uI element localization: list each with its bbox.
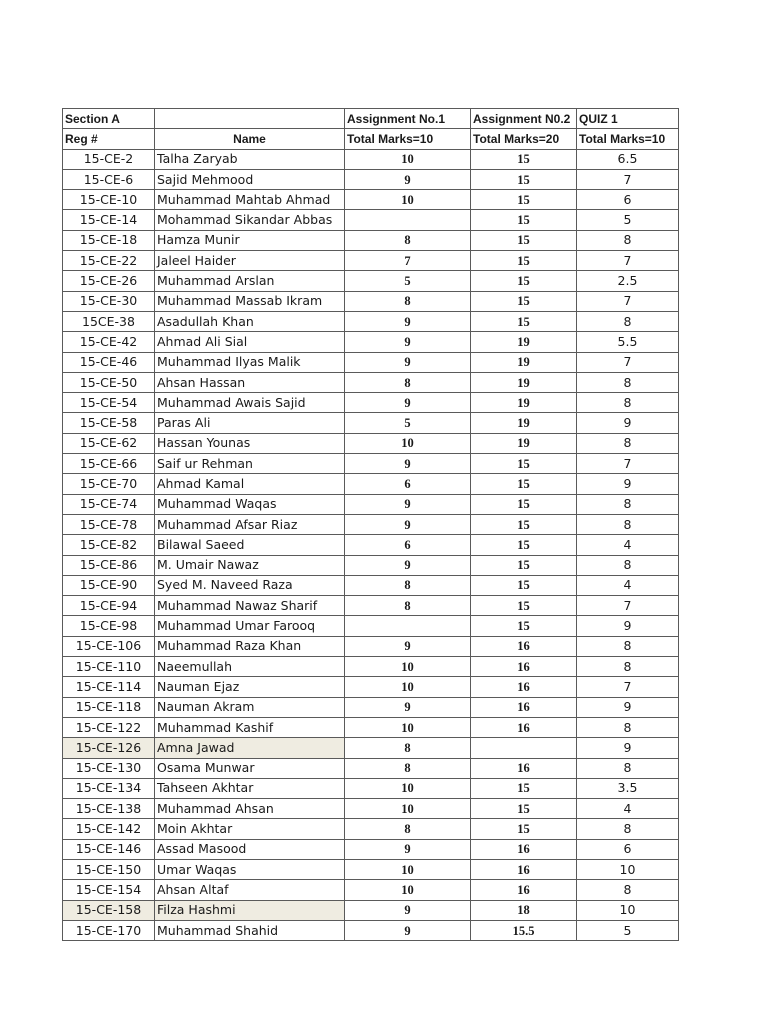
assignment-1-cell[interactable]: 9: [345, 920, 471, 940]
marks-table-body: [63, 109, 679, 941]
assignment-1-cell[interactable]: 10: [345, 778, 471, 798]
reg-cell[interactable]: 15-CE-42: [63, 332, 155, 352]
name-cell[interactable]: Muhammad Umar Farooq: [155, 616, 345, 636]
assignment-1-cell[interactable]: 9: [345, 636, 471, 656]
reg-cell[interactable]: 15-CE-46: [63, 352, 155, 372]
quiz-1-cell[interactable]: 6.5: [577, 149, 679, 169]
table-row: [63, 372, 679, 392]
reg-cell[interactable]: 15-CE-122: [63, 717, 155, 737]
quiz-1-cell[interactable]: 5: [577, 210, 679, 230]
assignment-1-cell[interactable]: 5: [345, 413, 471, 433]
name-cell[interactable]: Muhammad Ilyas Malik: [155, 352, 345, 372]
name-cell[interactable]: Paras Ali: [155, 413, 345, 433]
assignment-1-cell[interactable]: 9: [345, 169, 471, 189]
assignment-2-cell[interactable]: 15: [471, 311, 577, 331]
header-row-2: [63, 129, 679, 149]
assignment-2-cell[interactable]: 15: [471, 799, 577, 819]
table-row: [63, 393, 679, 413]
table-row: [63, 596, 679, 616]
table-row: [63, 149, 679, 169]
reg-cell[interactable]: 15-CE-114: [63, 677, 155, 697]
assignment-2-cell[interactable]: 16: [471, 697, 577, 717]
table-row: [63, 169, 679, 189]
quiz-1-cell[interactable]: 7: [577, 596, 679, 616]
reg-cell[interactable]: 15-CE-94: [63, 596, 155, 616]
assignment-2-cell[interactable]: 16: [471, 636, 577, 656]
table-row: [63, 514, 679, 534]
table-row: [63, 657, 679, 677]
quiz-1-cell[interactable]: 5: [577, 920, 679, 940]
assignment-2-cell[interactable]: 16: [471, 717, 577, 737]
name-cell[interactable]: Naeemullah: [155, 657, 345, 677]
table-row: [63, 271, 679, 291]
name-cell[interactable]: Saif ur Rehman: [155, 454, 345, 474]
table-row: [63, 677, 679, 697]
section-label[interactable]: Section A: [63, 109, 155, 129]
assignment-1-cell[interactable]: 8: [345, 596, 471, 616]
assignment-1-cell[interactable]: 6: [345, 535, 471, 555]
name-cell[interactable]: Jaleel Haider: [155, 251, 345, 271]
quiz-1-cell[interactable]: 8: [577, 514, 679, 534]
assignment-1-cell[interactable]: 10: [345, 677, 471, 697]
name-cell[interactable]: Nauman Ejaz: [155, 677, 345, 697]
table-row: [63, 291, 679, 311]
assignment-2-cell[interactable]: 15.5: [471, 920, 577, 940]
assignment-2-cell[interactable]: 15: [471, 271, 577, 291]
assignment-1-cell[interactable]: 10: [345, 433, 471, 453]
assignment-2-cell[interactable]: 15: [471, 596, 577, 616]
table-row: [63, 616, 679, 636]
table-row: [63, 636, 679, 656]
header-row-1: [63, 109, 679, 129]
quiz-1-cell[interactable]: 2.5: [577, 271, 679, 291]
name-cell[interactable]: Asadullah Khan: [155, 311, 345, 331]
name-cell[interactable]: Syed M. Naveed Raza: [155, 575, 345, 595]
reg-cell[interactable]: 15-CE-98: [63, 616, 155, 636]
reg-cell[interactable]: 15-CE-126: [63, 738, 155, 758]
quiz-1-cell[interactable]: 4: [577, 535, 679, 555]
name-cell[interactable]: Amna Jawad: [155, 738, 345, 758]
quiz-1-cell[interactable]: 8: [577, 636, 679, 656]
table-row: [63, 758, 679, 778]
table-row: [63, 474, 679, 494]
assignment-1-cell[interactable]: 9: [345, 494, 471, 514]
assignment-1-cell[interactable]: 10: [345, 149, 471, 169]
reg-cell[interactable]: 15-CE-70: [63, 474, 155, 494]
assignment-2-cell[interactable]: 15: [471, 169, 577, 189]
reg-cell[interactable]: 15-CE-130: [63, 758, 155, 778]
quiz-1-cell[interactable]: 7: [577, 677, 679, 697]
name-cell[interactable]: Muhammad Arslan: [155, 271, 345, 291]
name-cell[interactable]: Mohammad Sikandar Abbas: [155, 210, 345, 230]
quiz-1-cell[interactable]: 9: [577, 474, 679, 494]
assignment-2-cell[interactable]: 19: [471, 393, 577, 413]
assignment-1-cell[interactable]: 9: [345, 352, 471, 372]
table-row: [63, 900, 679, 920]
reg-cell[interactable]: 15-CE-138: [63, 799, 155, 819]
name-cell[interactable]: Moin Akhtar: [155, 819, 345, 839]
table-row: [63, 555, 679, 575]
assignment-2-cell[interactable]: 16: [471, 677, 577, 697]
table-row: [63, 839, 679, 859]
assignment-2-cell[interactable]: 16: [471, 758, 577, 778]
assignment-1-cell[interactable]: 8: [345, 575, 471, 595]
quiz-1-cell[interactable]: 7: [577, 169, 679, 189]
quiz-1-cell[interactable]: 8: [577, 758, 679, 778]
name-cell[interactable]: Muhammad Shahid: [155, 920, 345, 940]
name-cell[interactable]: Muhammad Afsar Riaz: [155, 514, 345, 534]
table-row: [63, 332, 679, 352]
assignment-2-cell[interactable]: 19: [471, 433, 577, 453]
reg-cell[interactable]: 15-CE-158: [63, 900, 155, 920]
name-cell[interactable]: Tahseen Akhtar: [155, 778, 345, 798]
assignment-2-cell[interactable]: 15: [471, 616, 577, 636]
assignment-2-total-marks[interactable]: Total Marks=20: [471, 129, 577, 149]
name-header[interactable]: Name: [155, 129, 345, 149]
assignment-2-cell[interactable]: 15: [471, 535, 577, 555]
reg-cell[interactable]: 15-CE-134: [63, 778, 155, 798]
name-cell[interactable]: Assad Masood: [155, 839, 345, 859]
assignment-2-cell[interactable]: 15: [471, 474, 577, 494]
assignment-1-cell[interactable]: 9: [345, 454, 471, 474]
reg-cell[interactable]: 15-CE-58: [63, 413, 155, 433]
quiz-1-cell[interactable]: 8: [577, 372, 679, 392]
assignment-1-cell[interactable]: 9: [345, 332, 471, 352]
reg-cell[interactable]: 15-CE-82: [63, 535, 155, 555]
quiz-1-total-marks[interactable]: Total Marks=10: [577, 129, 679, 149]
table-row: [63, 311, 679, 331]
quiz-1-cell[interactable]: 7: [577, 454, 679, 474]
assignment-1-cell[interactable]: [345, 616, 471, 636]
assignment-2-cell[interactable]: 15: [471, 514, 577, 534]
assignment-2-cell[interactable]: 15: [471, 251, 577, 271]
table-row: [63, 494, 679, 514]
quiz-1-cell[interactable]: 6: [577, 190, 679, 210]
assignment-1-cell[interactable]: 9: [345, 514, 471, 534]
reg-cell[interactable]: 15-CE-26: [63, 271, 155, 291]
assignment-2-cell[interactable]: 19: [471, 413, 577, 433]
table-row: [63, 352, 679, 372]
quiz-1-cell[interactable]: 9: [577, 738, 679, 758]
assignment-2-cell[interactable]: 15: [471, 149, 577, 169]
assignment-1-cell[interactable]: 8: [345, 230, 471, 250]
reg-cell[interactable]: 15-CE-110: [63, 657, 155, 677]
quiz-1-cell[interactable]: 6: [577, 839, 679, 859]
assignment-1-cell[interactable]: 10: [345, 657, 471, 677]
table-row: [63, 210, 679, 230]
assignment-2-header[interactable]: Assignment N0.2: [471, 109, 577, 129]
table-row: [63, 778, 679, 798]
quiz-1-cell[interactable]: 8: [577, 555, 679, 575]
quiz-1-cell[interactable]: 7: [577, 251, 679, 271]
name-cell[interactable]: Osama Munwar: [155, 758, 345, 778]
table-row: [63, 697, 679, 717]
assignment-1-cell[interactable]: 8: [345, 738, 471, 758]
name-cell[interactable]: Nauman Akram: [155, 697, 345, 717]
quiz-1-cell[interactable]: 9: [577, 616, 679, 636]
name-cell[interactable]: Filza Hashmi: [155, 900, 345, 920]
assignment-2-cell[interactable]: 15: [471, 454, 577, 474]
table-row: [63, 535, 679, 555]
table-row: [63, 859, 679, 879]
name-cell[interactable]: Muhammad Mahtab Ahmad: [155, 190, 345, 210]
quiz-1-cell[interactable]: 3.5: [577, 778, 679, 798]
quiz-1-cell[interactable]: 8: [577, 880, 679, 900]
quiz-1-cell[interactable]: 4: [577, 799, 679, 819]
name-cell[interactable]: Muhammad Awais Sajid: [155, 393, 345, 413]
quiz-1-cell[interactable]: 8: [577, 819, 679, 839]
quiz-1-cell[interactable]: 8: [577, 230, 679, 250]
reg-cell[interactable]: 15-CE-86: [63, 555, 155, 575]
reg-cell[interactable]: 15-CE-22: [63, 251, 155, 271]
reg-cell[interactable]: 15-CE-62: [63, 433, 155, 453]
assignment-1-cell[interactable]: 9: [345, 311, 471, 331]
quiz-1-cell[interactable]: 4: [577, 575, 679, 595]
assignment-1-cell[interactable]: 10: [345, 799, 471, 819]
assignment-1-cell[interactable]: 10: [345, 717, 471, 737]
reg-cell[interactable]: 15-CE-30: [63, 291, 155, 311]
quiz-1-cell[interactable]: 10: [577, 900, 679, 920]
reg-cell[interactable]: 15-CE-142: [63, 819, 155, 839]
reg-header[interactable]: Reg #: [63, 129, 155, 149]
assignment-2-cell[interactable]: 18: [471, 900, 577, 920]
quiz-1-cell[interactable]: 10: [577, 859, 679, 879]
name-cell[interactable]: Ahsan Altaf: [155, 880, 345, 900]
name-cell[interactable]: Ahmad Ali Sial: [155, 332, 345, 352]
marks-table: [62, 108, 679, 941]
assignment-1-cell[interactable]: 9: [345, 900, 471, 920]
name-cell[interactable]: Muhammad Ahsan: [155, 799, 345, 819]
assignment-2-cell[interactable]: 15: [471, 778, 577, 798]
assignment-1-cell[interactable]: 5: [345, 271, 471, 291]
assignment-1-cell[interactable]: 9: [345, 393, 471, 413]
assignment-2-cell[interactable]: 15: [471, 494, 577, 514]
assignment-2-cell[interactable]: 15: [471, 555, 577, 575]
table-row: [63, 454, 679, 474]
name-cell[interactable]: M. Umair Nawaz: [155, 555, 345, 575]
quiz-1-cell[interactable]: 8: [577, 717, 679, 737]
reg-cell[interactable]: 15-CE-66: [63, 454, 155, 474]
assignment-1-cell[interactable]: [345, 210, 471, 230]
assignment-1-cell[interactable]: 9: [345, 555, 471, 575]
name-cell[interactable]: Bilawal Saeed: [155, 535, 345, 555]
quiz-1-cell[interactable]: 8: [577, 494, 679, 514]
table-row: [63, 717, 679, 737]
assignment-2-cell[interactable]: 15: [471, 230, 577, 250]
table-row: [63, 880, 679, 900]
assignment-1-cell[interactable]: 7: [345, 251, 471, 271]
assignment-1-cell[interactable]: 8: [345, 291, 471, 311]
table-row: [63, 190, 679, 210]
reg-cell[interactable]: 15-CE-74: [63, 494, 155, 514]
reg-cell[interactable]: 15-CE-118: [63, 697, 155, 717]
table-row: [63, 738, 679, 758]
name-cell[interactable]: Muhammad Kashif: [155, 717, 345, 737]
quiz-1-cell[interactable]: 7: [577, 352, 679, 372]
table-row: [63, 799, 679, 819]
assignment-1-cell[interactable]: 10: [345, 190, 471, 210]
assignment-1-cell[interactable]: 9: [345, 697, 471, 717]
quiz-1-cell[interactable]: 8: [577, 657, 679, 677]
assignment-1-cell[interactable]: 6: [345, 474, 471, 494]
assignment-2-cell[interactable]: 19: [471, 372, 577, 392]
assignment-2-cell[interactable]: 16: [471, 657, 577, 677]
header-blank-cell[interactable]: [155, 109, 345, 129]
table-row: [63, 230, 679, 250]
reg-cell[interactable]: 15-CE-6: [63, 169, 155, 189]
name-cell[interactable]: Hamza Munir: [155, 230, 345, 250]
name-cell[interactable]: Ahmad Kamal: [155, 474, 345, 494]
reg-cell[interactable]: 15-CE-2: [63, 149, 155, 169]
quiz-1-cell[interactable]: 9: [577, 697, 679, 717]
quiz-1-cell[interactable]: 5.5: [577, 332, 679, 352]
name-cell[interactable]: Muhammad Massab Ikram: [155, 291, 345, 311]
reg-cell[interactable]: 15-CE-154: [63, 880, 155, 900]
quiz-1-cell[interactable]: 9: [577, 413, 679, 433]
name-cell[interactable]: Sajid Mehmood: [155, 169, 345, 189]
assignment-1-total-marks[interactable]: Total Marks=10: [345, 129, 471, 149]
assignment-2-cell[interactable]: [471, 738, 577, 758]
reg-cell[interactable]: 15-CE-10: [63, 190, 155, 210]
reg-cell[interactable]: 15-CE-14: [63, 210, 155, 230]
quiz-1-cell[interactable]: 7: [577, 291, 679, 311]
name-cell[interactable]: Hassan Younas: [155, 433, 345, 453]
reg-cell[interactable]: 15-CE-90: [63, 575, 155, 595]
assignment-1-cell[interactable]: 10: [345, 880, 471, 900]
name-cell[interactable]: Muhammad Raza Khan: [155, 636, 345, 656]
reg-cell[interactable]: 15-CE-18: [63, 230, 155, 250]
table-row: [63, 251, 679, 271]
assignment-2-cell[interactable]: 16: [471, 839, 577, 859]
reg-cell[interactable]: 15-CE-146: [63, 839, 155, 859]
assignment-2-cell[interactable]: 15: [471, 291, 577, 311]
assignment-1-cell[interactable]: 8: [345, 819, 471, 839]
reg-cell[interactable]: 15-CE-106: [63, 636, 155, 656]
assignment-2-cell[interactable]: 16: [471, 859, 577, 879]
assignment-2-cell[interactable]: 15: [471, 575, 577, 595]
quiz-1-cell[interactable]: 8: [577, 311, 679, 331]
name-cell[interactable]: Umar Waqas: [155, 859, 345, 879]
reg-cell[interactable]: 15-CE-54: [63, 393, 155, 413]
name-cell[interactable]: Talha Zaryab: [155, 149, 345, 169]
reg-cell[interactable]: 15CE-38: [63, 311, 155, 331]
assignment-2-cell[interactable]: 19: [471, 332, 577, 352]
table-row: [63, 819, 679, 839]
assignment-2-cell[interactable]: 15: [471, 190, 577, 210]
name-cell[interactable]: Ahsan Hassan: [155, 372, 345, 392]
assignment-2-cell[interactable]: 16: [471, 880, 577, 900]
assignment-2-cell[interactable]: 15: [471, 210, 577, 230]
table-row: [63, 413, 679, 433]
reg-cell[interactable]: 15-CE-78: [63, 514, 155, 534]
assignment-1-cell[interactable]: 9: [345, 839, 471, 859]
reg-cell[interactable]: 15-CE-150: [63, 859, 155, 879]
quiz-1-cell[interactable]: 8: [577, 393, 679, 413]
assignment-2-cell[interactable]: 19: [471, 352, 577, 372]
name-cell[interactable]: Muhammad Waqas: [155, 494, 345, 514]
assignment-1-cell[interactable]: 8: [345, 372, 471, 392]
table-row: [63, 575, 679, 595]
assignment-1-cell[interactable]: 10: [345, 859, 471, 879]
assignment-1-cell[interactable]: 8: [345, 758, 471, 778]
quiz-1-cell[interactable]: 8: [577, 433, 679, 453]
reg-cell[interactable]: 15-CE-50: [63, 372, 155, 392]
quiz-1-header[interactable]: QUIZ 1: [577, 109, 679, 129]
name-cell[interactable]: Muhammad Nawaz Sharif: [155, 596, 345, 616]
assignment-2-cell[interactable]: 15: [471, 819, 577, 839]
table-row: [63, 920, 679, 940]
assignment-1-header[interactable]: Assignment No.1: [345, 109, 471, 129]
reg-cell[interactable]: 15-CE-170: [63, 920, 155, 940]
table-row: [63, 433, 679, 453]
